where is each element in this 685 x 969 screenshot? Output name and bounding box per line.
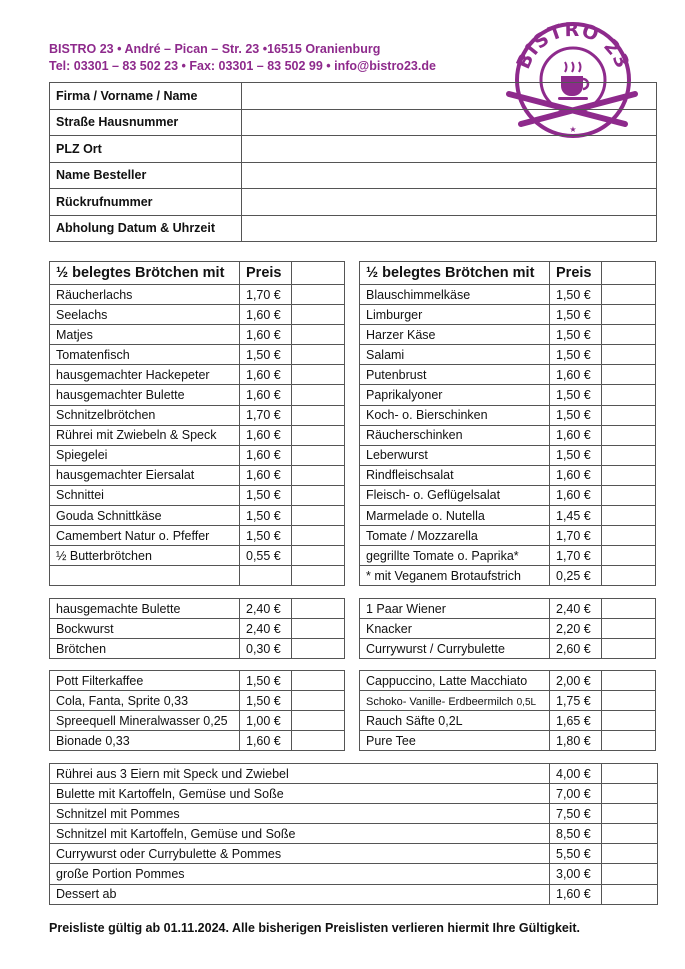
snacks-table-left xyxy=(49,598,345,659)
table-row xyxy=(50,405,345,425)
item-price: 1,60 € xyxy=(240,465,292,485)
item-name: hausgemachter Bulette xyxy=(50,385,240,405)
item-name: hausgemachter Hackepeter xyxy=(50,365,240,385)
table-row xyxy=(360,445,656,465)
item-name: hausgemachter Eiersalat xyxy=(50,465,240,485)
item-price: 1,60 € xyxy=(240,305,292,325)
customer-field-input[interactable] xyxy=(242,136,657,163)
item-name: Cola, Fanta, Sprite 0,33 xyxy=(50,691,240,711)
item-size: 0,5L xyxy=(516,696,537,708)
quantity-input[interactable] xyxy=(602,711,656,731)
quantity-input[interactable] xyxy=(292,731,345,751)
item-name: Tomate / Mozzarella xyxy=(360,526,550,546)
item-name: Räucherschinken xyxy=(360,425,550,445)
table-row xyxy=(50,445,345,465)
quantity-input[interactable] xyxy=(602,506,656,526)
table-row xyxy=(50,425,345,445)
column-header-item: ½ belegtes Brötchen mit xyxy=(360,262,550,285)
table-row xyxy=(50,804,658,824)
table-row xyxy=(360,731,656,751)
quantity-input[interactable] xyxy=(602,425,656,445)
quantity-input[interactable] xyxy=(292,325,345,345)
table-row xyxy=(360,691,656,711)
item-price: 1,50 € xyxy=(550,405,602,425)
table-row xyxy=(360,711,656,731)
item-price: 1,60 € xyxy=(550,485,602,505)
table-row xyxy=(50,325,345,345)
table-row xyxy=(360,385,656,405)
item-name: gegrillte Tomate o. Paprika* xyxy=(360,546,550,566)
item-name: Spreequell Mineralwasser 0,25 xyxy=(50,711,240,731)
customer-field-row xyxy=(50,83,657,110)
sandwich-table-left xyxy=(49,261,345,586)
table-header xyxy=(360,262,656,285)
item-name: Seelachs xyxy=(50,305,240,325)
table-row xyxy=(360,546,656,566)
quantity-input[interactable] xyxy=(292,619,345,639)
quantity-input[interactable] xyxy=(602,639,656,659)
item-name: Marmelade o. Nutella xyxy=(360,506,550,526)
table-row xyxy=(50,485,345,505)
item-price: 1,60 € xyxy=(240,325,292,345)
item-name: Knacker xyxy=(360,619,550,639)
item-price: 1,50 € xyxy=(240,691,292,711)
customer-field-row xyxy=(50,189,657,216)
table-row xyxy=(360,599,656,619)
item-price: 1,50 € xyxy=(550,285,602,305)
customer-field-input[interactable] xyxy=(242,109,657,136)
item-price: 1,50 € xyxy=(240,526,292,546)
item-name: Tomatenfisch xyxy=(50,345,240,365)
svg-text:★: ★ xyxy=(569,125,577,134)
table-row xyxy=(50,731,345,751)
customer-field-label: Straße Hausnummer xyxy=(50,109,242,136)
quantity-input[interactable] xyxy=(602,445,656,465)
table-row xyxy=(50,691,345,711)
table-row xyxy=(50,844,658,864)
quantity-input[interactable] xyxy=(602,405,656,425)
quantity-input[interactable] xyxy=(292,305,345,325)
item-price: 2,40 € xyxy=(240,619,292,639)
quantity-input[interactable] xyxy=(602,844,658,864)
table-row xyxy=(360,506,656,526)
table-row xyxy=(50,506,345,526)
item-price: 1,50 € xyxy=(550,445,602,465)
quantity-input[interactable] xyxy=(602,546,656,566)
quantity-input[interactable] xyxy=(602,566,656,586)
customer-field-input[interactable] xyxy=(242,189,657,216)
drinks-table-left xyxy=(49,670,345,751)
quantity-input[interactable] xyxy=(292,526,345,546)
item-price: 1,50 € xyxy=(550,345,602,365)
item-name: Rührei aus 3 Eiern mit Speck und Zwiebel xyxy=(50,764,550,784)
item-name: Leberwurst xyxy=(360,445,550,465)
item-price: 1,50 € xyxy=(240,671,292,691)
customer-field-label: Name Besteller xyxy=(50,162,242,189)
table-row xyxy=(50,784,658,804)
quantity-input[interactable] xyxy=(602,864,658,884)
item-price: 1,60 € xyxy=(240,445,292,465)
drinks-table-right xyxy=(359,670,656,751)
item-name: Currywurst / Currybulette xyxy=(360,639,550,659)
customer-field-input[interactable] xyxy=(242,162,657,189)
item-name: Currywurst oder Currybulette & Pommes xyxy=(50,844,550,864)
item-price: 1,50 € xyxy=(240,485,292,505)
customer-field-input[interactable] xyxy=(242,83,657,110)
quantity-input[interactable] xyxy=(602,485,656,505)
quantity-input[interactable] xyxy=(602,619,656,639)
quantity-input[interactable] xyxy=(292,546,345,566)
item-price: 7,50 € xyxy=(550,804,602,824)
item-price: 1,00 € xyxy=(240,711,292,731)
quantity-input[interactable] xyxy=(292,425,345,445)
table-row xyxy=(50,711,345,731)
item-name: Paprikalyoner xyxy=(360,385,550,405)
quantity-input[interactable] xyxy=(292,285,345,305)
item-price: 1,70 € xyxy=(550,546,602,566)
quantity-input[interactable] xyxy=(602,385,656,405)
item-name: Camembert Natur o. Pfeffer xyxy=(50,526,240,546)
item-price: 2,20 € xyxy=(550,619,602,639)
item-price: 7,00 € xyxy=(550,784,602,804)
item-price: 1,50 € xyxy=(550,385,602,405)
header-contact: Tel: 03301 – 83 502 23 • Fax: 03301 – 83 502 99 • info@bistro23.de xyxy=(49,59,436,73)
table-row xyxy=(360,365,656,385)
item-name: ½ Butterbrötchen xyxy=(50,546,240,566)
table-row xyxy=(50,365,345,385)
item-name: Blauschimmelkäse xyxy=(360,285,550,305)
table-header xyxy=(50,262,345,285)
table-row xyxy=(50,599,345,619)
customer-field-row xyxy=(50,136,657,163)
item-price: 8,50 € xyxy=(550,824,602,844)
table-row xyxy=(50,385,345,405)
item-name: Limburger xyxy=(360,305,550,325)
quantity-input[interactable] xyxy=(602,824,658,844)
quantity-input[interactable] xyxy=(292,485,345,505)
table-row xyxy=(360,305,656,325)
quantity-input[interactable] xyxy=(292,405,345,425)
table-row xyxy=(50,566,345,586)
item-price: 1,60 € xyxy=(550,465,602,485)
table-row xyxy=(360,485,656,505)
item-price: 1,50 € xyxy=(240,506,292,526)
table-row xyxy=(50,285,345,305)
table-row xyxy=(50,619,345,639)
validity-notice: Preisliste gültig ab 01.11.2024. Alle bisherigen Preislisten verlieren hiermit Ihre Gültigkeit. xyxy=(49,921,580,935)
item-name: Bockwurst xyxy=(50,619,240,639)
item-name: Schoko- Vanille- Erdbeermilch 0,5L xyxy=(360,691,550,711)
item-price: 1,65 € xyxy=(550,711,602,731)
quantity-input[interactable] xyxy=(602,465,656,485)
quantity-input[interactable] xyxy=(602,671,656,691)
table-row xyxy=(50,824,658,844)
quantity-input[interactable] xyxy=(602,325,656,345)
quantity-input[interactable] xyxy=(602,345,656,365)
customer-field-row xyxy=(50,215,657,242)
quantity-input[interactable] xyxy=(602,365,656,385)
item-name: Schnitzel mit Kartoffeln, Gemüse und Soße xyxy=(50,824,550,844)
quantity-input[interactable] xyxy=(292,365,345,385)
header-address: BISTRO 23 • André – Pican – Str. 23 •16515 Oranienburg xyxy=(49,42,381,56)
item-price: 1,70 € xyxy=(240,285,292,305)
quantity-input[interactable] xyxy=(292,506,345,526)
item-name: 1 Paar Wiener xyxy=(360,599,550,619)
item-price: 2,40 € xyxy=(240,599,292,619)
snacks-table-right xyxy=(359,598,656,659)
item-price: 1,60 € xyxy=(240,385,292,405)
item-price: 1,50 € xyxy=(550,325,602,345)
item-name xyxy=(50,566,240,586)
customer-field-label: Firma / Vorname / Name xyxy=(50,83,242,110)
table-row xyxy=(360,285,656,305)
item-price: 0,25 € xyxy=(550,566,602,586)
table-row xyxy=(360,566,656,586)
table-row xyxy=(50,546,345,566)
item-name: Pott Filterkaffee xyxy=(50,671,240,691)
item-price: 0,30 € xyxy=(240,639,292,659)
quantity-input[interactable] xyxy=(292,385,345,405)
item-price: 5,50 € xyxy=(550,844,602,864)
quantity-input[interactable] xyxy=(292,671,345,691)
item-name: Bulette mit Kartoffeln, Gemüse und Soße xyxy=(50,784,550,804)
item-name: Spiegelei xyxy=(50,445,240,465)
customer-field-row xyxy=(50,109,657,136)
quantity-input[interactable] xyxy=(602,285,656,305)
item-name: Harzer Käse xyxy=(360,325,550,345)
quantity-input[interactable] xyxy=(602,764,658,784)
item-price: 1,70 € xyxy=(240,405,292,425)
item-name: Rauch Säfte 0,2L xyxy=(360,711,550,731)
item-name: Matjes xyxy=(50,325,240,345)
table-row xyxy=(50,526,345,546)
item-price: 1,60 € xyxy=(550,884,602,904)
item-name: große Portion Pommes xyxy=(50,864,550,884)
item-price: 2,00 € xyxy=(550,671,602,691)
item-name: Putenbrust xyxy=(360,365,550,385)
item-price: 1,75 € xyxy=(550,691,602,711)
item-name: Gouda Schnittkäse xyxy=(50,506,240,526)
column-header-price: Preis xyxy=(550,262,602,285)
item-price: 1,50 € xyxy=(550,305,602,325)
item-name: Fleisch- o. Geflügelsalat xyxy=(360,485,550,505)
item-price: 3,00 € xyxy=(550,864,602,884)
quantity-input[interactable] xyxy=(292,691,345,711)
quantity-input[interactable] xyxy=(602,784,658,804)
item-name: Brötchen xyxy=(50,639,240,659)
column-header-quantity xyxy=(292,262,345,285)
quantity-input[interactable] xyxy=(292,711,345,731)
item-name: Salami xyxy=(360,345,550,365)
item-price: 1,60 € xyxy=(240,365,292,385)
item-name: Bionade 0,33 xyxy=(50,731,240,751)
item-price: 4,00 € xyxy=(550,764,602,784)
table-row xyxy=(360,345,656,365)
table-row xyxy=(360,639,656,659)
table-row xyxy=(360,405,656,425)
item-name: Dessert ab xyxy=(50,884,550,904)
table-row xyxy=(50,465,345,485)
quantity-input[interactable] xyxy=(602,691,656,711)
quantity-input[interactable] xyxy=(292,465,345,485)
column-header-item: ½ belegtes Brötchen mit xyxy=(50,262,240,285)
item-name: Rindfleischsalat xyxy=(360,465,550,485)
item-name: Koch- o. Bierschinken xyxy=(360,405,550,425)
item-name: * mit Veganem Brotaufstrich xyxy=(360,566,550,586)
quantity-input[interactable] xyxy=(602,884,658,904)
logo-text: BISTRO 23 xyxy=(512,20,634,73)
quantity-input[interactable] xyxy=(602,804,658,824)
item-name: Schnittei xyxy=(50,485,240,505)
quantity-input[interactable] xyxy=(292,345,345,365)
customer-field-label: Rückrufnummer xyxy=(50,189,242,216)
table-row xyxy=(50,884,658,904)
quantity-input[interactable] xyxy=(602,526,656,546)
table-row xyxy=(50,671,345,691)
item-price: 0,55 € xyxy=(240,546,292,566)
table-row xyxy=(50,345,345,365)
item-price: 1,60 € xyxy=(240,425,292,445)
column-header-quantity xyxy=(602,262,656,285)
item-name: Schnitzelbrötchen xyxy=(50,405,240,425)
table-row xyxy=(360,526,656,546)
quantity-input[interactable] xyxy=(602,305,656,325)
quantity-input[interactable] xyxy=(602,599,656,619)
customer-field-input[interactable] xyxy=(242,215,657,242)
quantity-input[interactable] xyxy=(292,639,345,659)
customer-field-label: PLZ Ort xyxy=(50,136,242,163)
customer-form xyxy=(49,82,657,242)
item-price: 2,40 € xyxy=(550,599,602,619)
item-name: hausgemachte Bulette xyxy=(50,599,240,619)
column-header-price: Preis xyxy=(240,262,292,285)
quantity-input[interactable] xyxy=(602,731,656,751)
item-name: Rührei mit Zwiebeln & Speck xyxy=(50,425,240,445)
item-price: 1,50 € xyxy=(240,345,292,365)
sandwich-table-right xyxy=(359,261,656,586)
quantity-input[interactable] xyxy=(292,445,345,465)
quantity-input[interactable] xyxy=(292,566,345,586)
item-price: 1,60 € xyxy=(550,365,602,385)
table-row xyxy=(50,864,658,884)
item-name: Räucherlachs xyxy=(50,285,240,305)
item-price: 1,70 € xyxy=(550,526,602,546)
item-price: 1,80 € xyxy=(550,731,602,751)
item-name: Pure Tee xyxy=(360,731,550,751)
item-name: Cappuccino, Latte Macchiato xyxy=(360,671,550,691)
item-price: 1,60 € xyxy=(550,425,602,445)
item-name: Schnitzel mit Pommes xyxy=(50,804,550,824)
table-row xyxy=(360,465,656,485)
table-row xyxy=(360,425,656,445)
table-row xyxy=(50,764,658,784)
item-price: 1,45 € xyxy=(550,506,602,526)
item-price xyxy=(240,566,292,586)
item-price: 1,60 € xyxy=(240,731,292,751)
table-row xyxy=(360,671,656,691)
dishes-table xyxy=(49,763,658,905)
item-price: 2,60 € xyxy=(550,639,602,659)
table-row xyxy=(360,325,656,345)
quantity-input[interactable] xyxy=(292,599,345,619)
customer-field-label: Abholung Datum & Uhrzeit xyxy=(50,215,242,242)
table-row xyxy=(50,639,345,659)
table-row xyxy=(50,305,345,325)
table-row xyxy=(360,619,656,639)
customer-field-row xyxy=(50,162,657,189)
